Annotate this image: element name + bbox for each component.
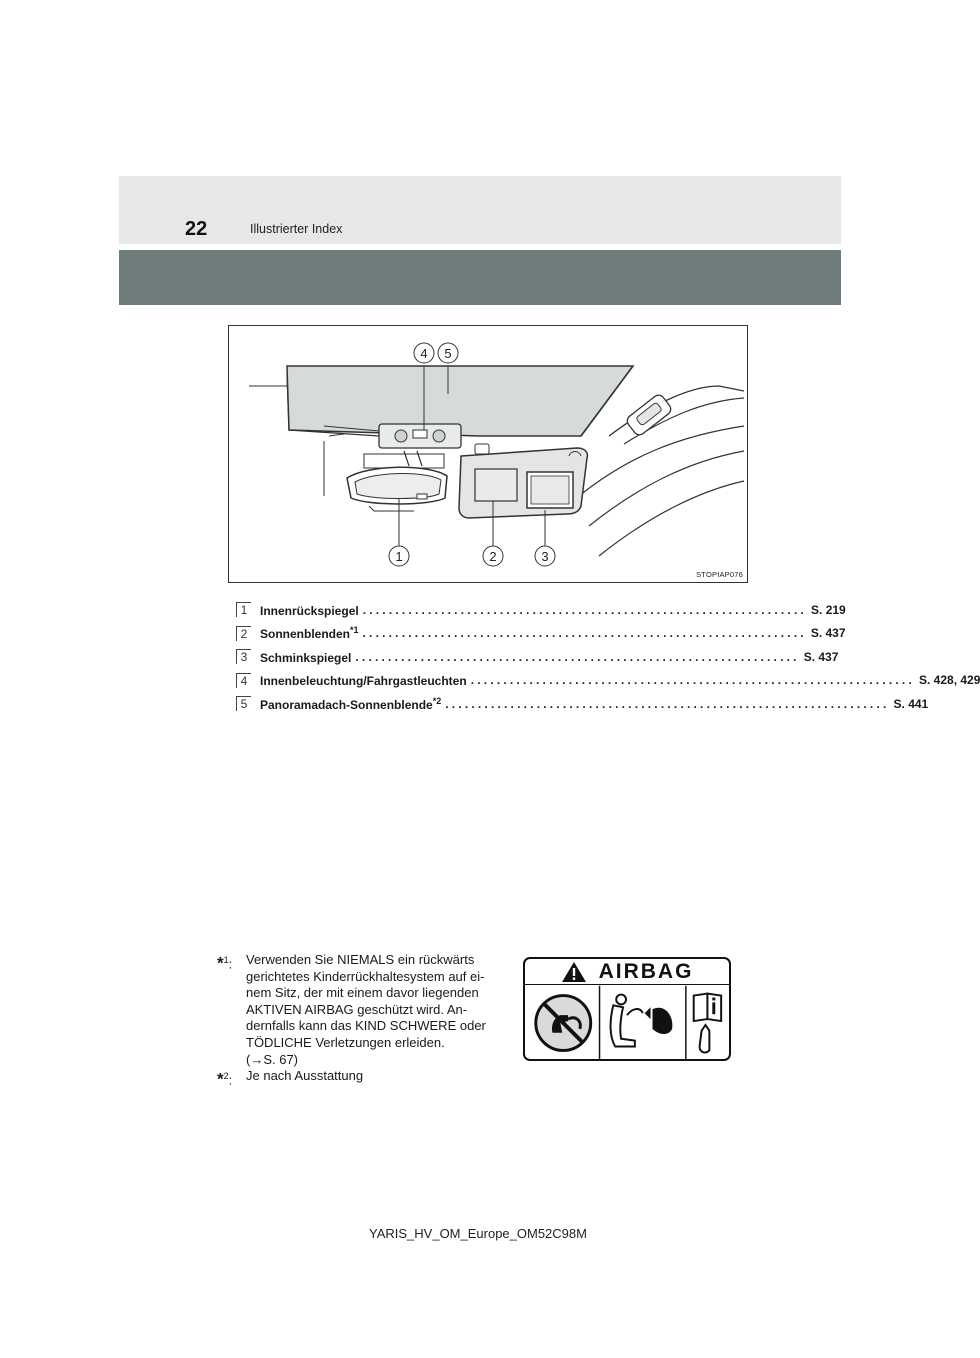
item-number: 2 <box>236 626 251 641</box>
figure-code: STOPIAP076 <box>696 570 743 579</box>
header-top-band <box>119 176 841 244</box>
item-number: 5 <box>236 696 251 711</box>
footnote-1-line: dernfalls kann das KIND SCHWERE oder <box>246 1018 486 1034</box>
item-label: Panoramadach-Sonnenblende$^{*2}$ <box>260 695 442 712</box>
callout-5-label: 5 <box>444 346 452 361</box>
footnote-1-mark: *$^1$: <box>217 953 233 973</box>
callout-4 <box>414 343 434 363</box>
airbag-warning-label <box>523 957 731 1061</box>
list-item <box>236 645 839 669</box>
list-item <box>236 692 929 716</box>
item-page-ref[interactable]: S. 428, 429 <box>919 673 980 688</box>
item-label: Innenrückspiegel <box>260 603 359 618</box>
item-number: 1 <box>236 602 251 617</box>
callout-1 <box>389 546 409 566</box>
interior-ceiling-illustration <box>228 325 748 583</box>
callout-3-label: 3 <box>541 549 549 564</box>
footnote-1-line: Verwenden Sie NIEMALS ein rückwärts <box>246 952 475 967</box>
dot-leader: .................................................................... <box>362 602 808 617</box>
item-number: 3 <box>236 649 251 664</box>
callout-5 <box>438 343 458 363</box>
read-manual-icon <box>694 994 721 1053</box>
footnote-1-page-ref[interactable]: (→S. 67) <box>246 1051 299 1067</box>
airbag-deploy-icon <box>611 995 673 1047</box>
airbag-title: AIRBAG <box>598 959 694 983</box>
callout-1-label: 1 <box>395 549 403 564</box>
page-number: 22 <box>185 218 208 240</box>
item-page-ref[interactable]: S. 219 <box>811 602 846 617</box>
ceiling-drawing <box>229 326 749 584</box>
callout-2 <box>483 546 503 566</box>
item-number: 4 <box>236 673 251 688</box>
warning-triangle-icon <box>561 961 587 983</box>
footnotes <box>217 952 507 1089</box>
item-label: Sonnenblenden$^{*1}$ <box>260 625 359 642</box>
callout-4-label: 4 <box>420 346 428 361</box>
footnote-2 <box>217 1068 507 1089</box>
airbag-label-header <box>525 959 729 985</box>
dot-leader: .................................................................... <box>362 626 807 641</box>
item-page-ref[interactable]: S. 437 <box>803 649 839 664</box>
section-title: Illustrierter Index <box>250 222 343 236</box>
item-label: Schminkspiegel <box>260 650 352 665</box>
callout-2-label: 2 <box>489 549 497 564</box>
footnote-1-line: gerichtetes Kinderrückhaltesystem auf ei- <box>246 968 485 984</box>
callout-3 <box>535 546 555 566</box>
item-page-ref[interactable]: S. 437 <box>810 626 846 641</box>
item-page-ref[interactable]: S. 441 <box>893 696 929 711</box>
footnote-2-mark: *$^2$: <box>217 1069 233 1089</box>
footnote-1 <box>217 952 507 1068</box>
list-item <box>236 622 846 646</box>
item-list <box>236 598 980 716</box>
header-dark-band <box>119 250 841 305</box>
list-item <box>236 669 980 693</box>
footnote-2-line: Je nach Ausstattung <box>246 1068 364 1084</box>
no-rear-facing-child-seat-icon <box>536 996 591 1051</box>
item-label: Innenbeleuchtung/Fahrgastleuchten <box>260 674 467 689</box>
airbag-icon-row <box>525 985 729 1061</box>
dot-leader: .................................................................... <box>470 673 915 688</box>
list-item <box>236 598 846 622</box>
dot-leader: .................................................................... <box>355 649 800 664</box>
dot-leader: .................................................................... <box>445 696 890 711</box>
document-code: YARIS_HV_OM_Europe_OM52C98M <box>369 1226 587 1241</box>
footnote-1-line: AKTIVEN AIRBAG geschützt wird. An- <box>246 1001 468 1017</box>
footnote-1-line: nem Sitz, der mit einem davor liegenden <box>246 985 479 1001</box>
footnote-1-line: TÖDLICHE Verletzungen erleiden. <box>246 1034 445 1050</box>
